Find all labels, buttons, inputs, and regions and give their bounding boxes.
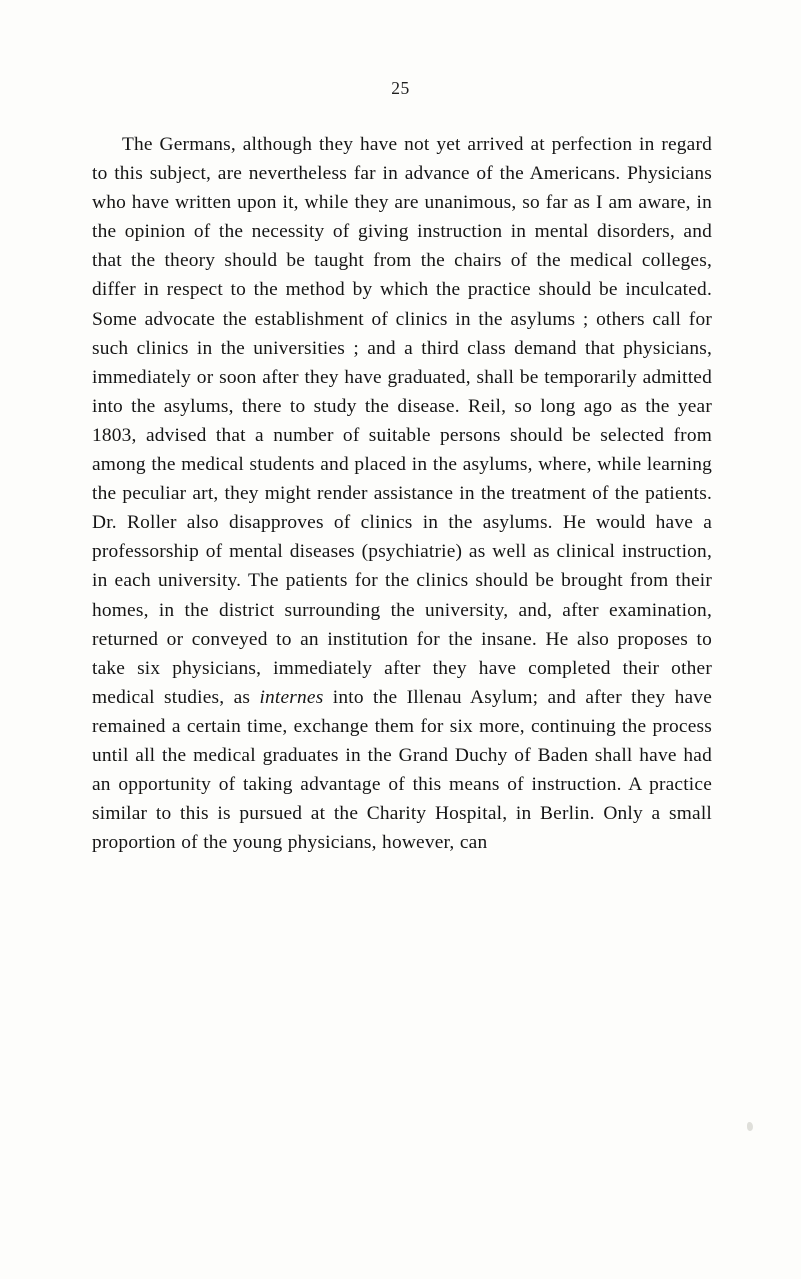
paragraph-part-1: The Germans, although they have not yet arrived at perfection in regard to this subject, are nevertheless far in advance of the Americans. Physicians who have written upon it, while they are unanimous, so far as I am aware, in the opinion of the necessity of giving instruction in mental disorders, and that the theory should be taught from the chairs of the medical colleges, differ in respect to the method by which the practice should be inculcated. Some advocate the establishment of clinics in the asylums ; others call for such clinics in the universities ; and a third class demand that physicians, immediately or soon after they have graduated, shall be temporarily admitted into the asylums, there to study the disease. Reil, so long ago as the year 1803, advised that a number of suitable persons should be selected from among the medical students and placed in the asylums, where, while learning the peculiar art, they might render assistance in the treatment of the patients. Dr. Roller also disapproves of clinics in the asylums. He would have a professorship of mental diseases (psychiatrie) as well as clinical instruction, in each university. The patients for the clinics should be brought from their homes, in the district surrounding the university, and, after examination, returned or conveyed to an institution for the insane. He also proposes to take six physicians, immediately after they have completed their other medical studies, as: [92, 134, 712, 708]
page-number: 25: [391, 78, 410, 98]
scan-speck: [747, 1122, 753, 1131]
paragraph: [92, 130, 712, 857]
body-text-block: [92, 130, 712, 857]
paragraph-italic-term: internes: [259, 686, 324, 708]
paragraph-part-2: into the Illenau Asylum; and after they have remained a certain time, exchange them for six more, continuing the process until all the medical graduates in the Grand Duchy of Baden shall have had an opportunity of taking advantage of this means of instruction. A practice similar to this is pursued at the Charity Hospital, in Berlin. Only a small proportion of the young physicians, however, can: [92, 686, 712, 854]
